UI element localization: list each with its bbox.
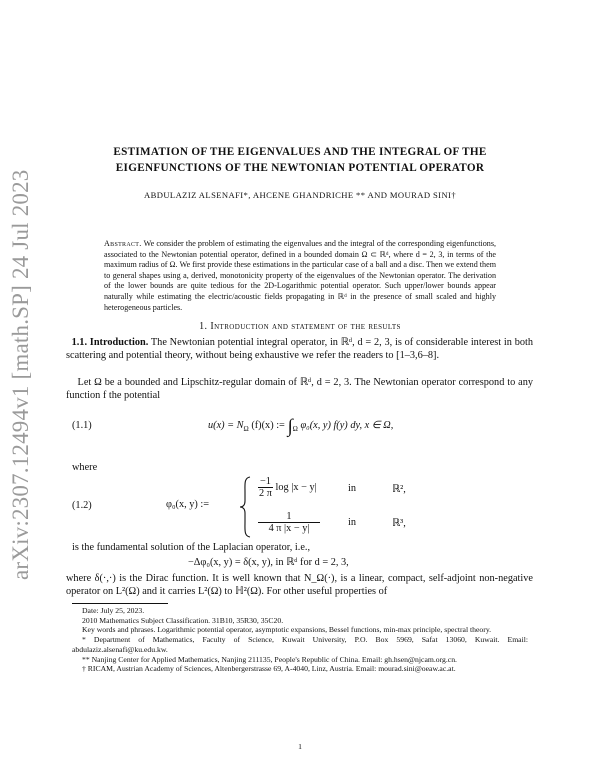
case1-numerator: −1 xyxy=(260,476,271,487)
abstract-label: Abstract. xyxy=(104,239,142,248)
case2-fraction xyxy=(258,511,320,534)
case2-denominator: 4 π |x − y| xyxy=(268,523,310,534)
case1-denominator: 2 π xyxy=(259,488,272,499)
cases-brace xyxy=(238,476,252,538)
equation-1-1: $u(x) = N_\Omega$ (f)(x) := $\int_\Omega$ φ₀(x, y) f(y) dy, x ∈ Ω, xyxy=(208,416,394,437)
footnote-rule xyxy=(72,603,168,604)
subsection-label: 1.1. Introduction. xyxy=(71,337,149,348)
intro-paragraph-2 xyxy=(66,376,533,403)
equation-1-2-case-2 xyxy=(258,511,320,534)
eq1-subscript: Ω xyxy=(243,425,249,434)
equation-1-2-lhs: φ₀(x, y) := xyxy=(166,499,210,510)
case2-in: in xyxy=(348,517,357,528)
equation-number-1-2: (1.2) xyxy=(72,500,92,511)
intro-paragraph-2-text: Let Ω be a bounded and Lipschitz-regular domain of ℝᵈ, d = 2, 3. The Newtonian operator correspond to any function f the potential xyxy=(66,377,533,402)
eq1-mid: (f)(x) := xyxy=(251,420,285,431)
footnotes xyxy=(72,606,528,674)
title-line-2: EIGENFUNCTIONS OF THE NEWTONIAN POTENTIAL OPERATOR xyxy=(115,162,485,174)
author-list: ABDULAZIZ ALSENAFI*, AHCENE GHANDRICHE ** AND MOURAD SINI† xyxy=(143,190,457,200)
integral-sign: ∫ xyxy=(287,416,293,437)
footnote-msc: 2010 Mathematics Subject Classification. 31B10, 35R30, 35C20. xyxy=(82,615,284,625)
case1-space: ℝ², xyxy=(392,484,406,495)
equation-number-1-1: (1.1) xyxy=(72,420,92,431)
case2-numerator: 1 xyxy=(258,511,320,523)
equation-laplacian: −Δφ₀(x, y) = δ(x, y), in ℝᵈ for d = 2, 3, xyxy=(188,557,349,568)
section-heading: 1. Introduction and statement of the results xyxy=(199,321,401,332)
title-line-1: ESTIMATION OF THE EIGENVALUES AND THE INTEGRAL OF THE xyxy=(113,146,487,158)
footnote-keywords: Key words and phrases. Logarithmic potential operator, asymptotic expansions, Bessel functions, min-max principle, spectral theory. xyxy=(82,625,492,635)
paper-title xyxy=(72,144,528,176)
footnote-date: Date: July 25, 2023. xyxy=(82,606,145,615)
case1-in: in xyxy=(348,483,357,494)
case1-expression: log |x − y| xyxy=(275,481,317,493)
where-text: where xyxy=(72,462,98,473)
equation-1-2-case-1 xyxy=(258,476,317,499)
intro-paragraph-1 xyxy=(66,336,533,363)
page-number: 1 xyxy=(298,742,302,751)
arxiv-identifier: arXiv:2307.12494v1 [math.SP] 24 Jul 2023 xyxy=(8,169,33,580)
eq1-lhs: u(x) = N xyxy=(208,420,244,431)
footnote-affiliation-kuwait: * Department of Mathematics, Faculty of Science, Kuwait University, P.O. Box 5969, Safat 13060, Kuwait. Email: abdulaziz.alsenafi@ku.edu.kw. xyxy=(72,635,528,654)
eq1-rhs: φ₀(x, y) f(y) dy, x ∈ Ω, xyxy=(300,420,394,431)
footnote-affiliation-nanjing: ** Nanjing Center for Applied Mathematics, Nanjing 211135, People's Republic of China. Email: gh.hsen@njcam.org.cn. xyxy=(82,654,457,664)
abstract xyxy=(104,239,496,313)
abstract-text: We consider the problem of estimating the eigenvalues and the integral of the corresponding eigenfunctions, associated to the Newtonian potential operator, defined in a bounded domain Ω ⊂ ℝᵈ, where d = 2, 3, in terms of the maximum radius of Ω. We first provide these estimations in the particular case of a ball and a disc. Then we extend them to general shapes using a, derived, monotonicity property of the eigenvalues of the Newtonian operator. The derivation of the lower bounds are quite tedious for the 2D-Logarithmic potential operator. Such upper/lower bounds appear naturally while estimating the electric/acoustic fields propagating in ℝᵈ in the presence of small scaled and highly heterogeneous particles. xyxy=(104,239,496,312)
footnote-affiliation-ricam: † RICAM, Austrian Academy of Sciences, Altenbergerstrasse 69, A-4040, Linz, Austria. Email: mourad.sini@oeaw.ac.at. xyxy=(82,664,456,674)
intro-paragraph-1-text: The Newtonian potential integral operator, in ℝᵈ, d = 2, 3, is of considerable interest in both scattering and potential theory, without being exhaustive we refer the readers to [1–3,6–8]. xyxy=(66,337,534,362)
case1-fraction xyxy=(258,476,273,499)
case2-space: ℝ³, xyxy=(392,518,406,529)
fundamental-solution-text: is the fundamental solution of the Laplacian operator, i.e., xyxy=(72,542,311,553)
intro-paragraph-3: where δ(·,·) is the Dirac function. It is well known that N_Ω(·), is a linear, compact, self-adjoint non-negative operator on L²(Ω) and it carries L²(Ω) to ℍ²(Ω). For other useful properties of xyxy=(66,573,533,598)
